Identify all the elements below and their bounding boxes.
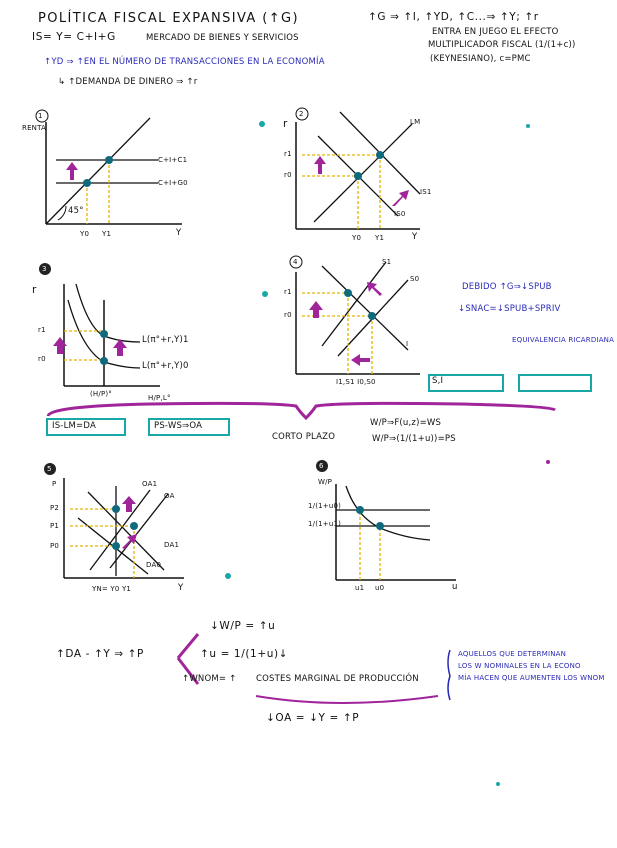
demanda-line: ↳ ↑DEMANDA DE DINERO ⇒ ↑r xyxy=(58,77,198,87)
graph-6-tick-1: 1/(1+u0) xyxy=(308,502,342,510)
graph-6-number: 6 xyxy=(319,462,324,470)
graph-2-y-axis-label: r xyxy=(283,118,288,130)
graph-5-da0-label: DA0 xyxy=(146,561,162,569)
page-title: POLÍTICA FISCAL EXPANSIVA (↑G) xyxy=(38,11,299,26)
graph-1-line-lower-label: C+I+G0 xyxy=(158,179,188,187)
graph-1-y1-label: Y1 xyxy=(102,230,112,238)
graph-4-eq-point-1 xyxy=(344,289,352,297)
graph-2-eq-point-1 xyxy=(376,151,384,159)
graph-4-left-arrow-icon xyxy=(351,354,370,366)
graph-3-eq-point-0 xyxy=(100,357,108,365)
graph-2-x-axis-label: Y xyxy=(412,232,418,242)
note4-line-1: DEBIDO ↑G⇒↓SPUB xyxy=(462,282,552,292)
is-equation: IS= Y= C+I+G xyxy=(32,31,116,43)
graph-5-p1-label: P1 xyxy=(50,522,60,530)
graph-3-l0-label: L(π°+r,Y)0 xyxy=(142,361,189,371)
graph-1-number: 1 xyxy=(38,112,43,120)
bottom-note-line-1: AQUELLOS QUE DETERMINAN xyxy=(458,650,567,658)
graph-2-y0-label: Y0 xyxy=(352,234,362,242)
bottom-note-line-2: LOS W NOMINALES EN LA ECONO xyxy=(458,662,581,670)
corto-plazo-brace xyxy=(48,403,555,418)
bottom-oa-line: ↓OA = ↓Y = ↑P xyxy=(266,712,360,724)
graph-4-x-axis-label: S,I xyxy=(432,376,444,386)
graph-1-x-axis-label: Y xyxy=(176,228,182,238)
graph-4-s1-label: S1 xyxy=(382,258,392,266)
graph-3-hp-label: (H/P)° xyxy=(90,390,113,398)
graph-5-up-arrow-icon xyxy=(122,496,136,512)
mercado-label: MERCADO DE BIENES Y SERVICIOS xyxy=(146,33,299,43)
bottom-costes-line: COSTES MARGINAL DE PRODUCCIÓN xyxy=(256,674,419,684)
graph-6-eq-point-1 xyxy=(356,506,364,514)
bottom-da-line: ↑DA - ↑Y ⇒ ↑P xyxy=(56,648,144,660)
graph-6-tick-2: 1/(1+u1) xyxy=(308,520,342,528)
efecto-line-3: (KEYNESIANO), c=PMC xyxy=(430,54,531,64)
graph-2-lm-label: LM xyxy=(410,118,421,126)
graph-4-up-arrow-icon xyxy=(309,301,323,318)
graph-5 xyxy=(44,463,184,578)
graph-5-eq-point-2 xyxy=(112,505,120,513)
graph-4-r0-label: r0 xyxy=(284,311,292,319)
graph-6-y-axis-label: W/P xyxy=(318,478,333,486)
graph-5-oa-label: OA xyxy=(164,492,175,500)
graph-3-y-axis-label: r xyxy=(32,284,37,296)
wp-line-1: W/P⇒F(u,z)=WS xyxy=(370,418,442,428)
graph-5-oa1-curve xyxy=(90,490,150,570)
note4-line-2: ↓SNAC=↓SPUB+SPRIV xyxy=(458,304,561,314)
graph-1-y-axis-label: RENTA xyxy=(22,124,47,132)
graph-1-up-arrow-icon xyxy=(66,162,78,180)
graph-3-up-arrow-left-icon xyxy=(53,337,67,354)
costes-underline xyxy=(256,696,438,703)
graph-1-eq-point-1 xyxy=(105,156,113,164)
graph-6-u0-label: u0 xyxy=(375,584,385,592)
graph-4-i-label: I xyxy=(406,340,409,348)
note-brace xyxy=(448,650,450,700)
graph-1-45-line xyxy=(46,118,150,224)
graph-1-angle-label: 45° xyxy=(68,206,84,216)
ink-dot xyxy=(259,121,265,127)
ink-dot xyxy=(262,291,268,297)
ink-dot xyxy=(546,460,550,464)
wp-line-2: W/P⇒(1/(1+u))=PS xyxy=(372,434,456,444)
graph-4-teal-box-1 xyxy=(428,374,504,392)
bottom-note-line-3: MÍA HACEN QUE AUMENTEN LOS WNOM xyxy=(458,674,605,682)
corto-plazo-label: CORTO PLAZO xyxy=(272,432,336,442)
graph-1-line-upper-label: C+I+C1 xyxy=(158,156,188,164)
graph-2-eq-point-0 xyxy=(354,172,362,180)
graph-1-eq-point-0 xyxy=(83,179,91,187)
graph-5-p0-label: P0 xyxy=(50,542,60,550)
graph-4-shift-arrow-icon xyxy=(367,282,382,296)
graph-2-y1-label: Y1 xyxy=(375,234,385,242)
bottom-u-line: ↑u = 1/(1+u)↓ xyxy=(200,648,289,660)
graph-4-teal-box-2 xyxy=(518,374,592,392)
graph-6-u1-label: u1 xyxy=(355,584,365,592)
ink-dot xyxy=(225,573,231,579)
graph-5-oa1-label: OA1 xyxy=(142,480,158,488)
bottom-wp-line: ↓W/P = ↑u xyxy=(210,620,276,632)
graph-3-r0-label: r0 xyxy=(38,355,46,363)
graph-2-up-arrow-icon xyxy=(314,156,326,174)
note4-line-3: EQUIVALENCIA RICARDIANA xyxy=(512,336,615,344)
ink-dot xyxy=(496,782,500,786)
graph-2-r1-label: r1 xyxy=(284,150,292,158)
graph-3-l1-curve xyxy=(76,284,140,342)
graph-6-eq-point-0 xyxy=(376,522,384,530)
ps-ws-label: PS-WS⇒OA xyxy=(154,421,203,431)
graph-4-investment-curve xyxy=(322,266,408,350)
graph-3-r1-label: r1 xyxy=(38,326,46,334)
graph-2-number: 2 xyxy=(299,110,304,118)
graph-5-p2-label: P2 xyxy=(50,504,60,512)
graph-2-is1-label: IS1 xyxy=(420,188,432,196)
graph-3-eq-point-1 xyxy=(100,330,108,338)
graph-1-y0-label: Y0 xyxy=(80,230,90,238)
efecto-line-2: MULTIPLICADOR FISCAL (1/(1+c)) xyxy=(428,40,576,50)
graph-4-s0-label: S0 xyxy=(410,275,420,283)
graph-5-eq-point-1 xyxy=(130,522,138,530)
graph-2-shift-arrow-icon xyxy=(392,190,409,206)
graph-5-eq-point-0 xyxy=(112,542,120,550)
graph-5-number: 5 xyxy=(47,465,52,473)
graph-5-x-label: YN= Y0 Y1 xyxy=(92,585,132,593)
ink-dot xyxy=(526,124,530,128)
graph-6-x-axis-label: u xyxy=(452,582,458,592)
graph-4-r1-label: r1 xyxy=(284,288,292,296)
graph-5-da1-label: DA1 xyxy=(164,541,180,549)
graph-1 xyxy=(36,110,182,224)
efecto-line-1: ENTRA EN JUEGO EL EFECTO xyxy=(432,27,559,37)
bottom-wnom-line: ↑WNOM= ↑ xyxy=(182,674,237,684)
graph-5-x-axis-label: Y xyxy=(178,583,184,593)
graph-3-l1-label: L(π°+r,Y)1 xyxy=(142,335,189,345)
graph-2-lm-curve xyxy=(314,124,412,222)
graph-4-x-label: I1,S1 I0,S0 xyxy=(336,378,376,386)
graph-2-is0-label: IS0 xyxy=(394,210,406,218)
graph-2-r0-label: r0 xyxy=(284,171,292,179)
graph-5-p-label: P xyxy=(52,480,57,488)
is-lm-label: IS-LM=DA xyxy=(52,421,96,431)
graph-4-number: 4 xyxy=(293,258,298,266)
graph-3-x-axis-label: H/P,L° xyxy=(148,394,171,402)
causal-chain: ↑G ⇒ ↑I, ↑YD, ↑C...⇒ ↑Y; ↑r xyxy=(368,11,539,23)
graph-5-shift-arrow-icon xyxy=(122,534,137,549)
yd-line: ↑YD ⇒ ↑EN EL NÚMERO DE TRANSACCIONES EN LA ECONOMÍA xyxy=(44,57,325,67)
graph-4-eq-point-0 xyxy=(368,312,376,320)
graph-4 xyxy=(290,256,420,374)
graph-3-number: 3 xyxy=(42,265,47,273)
